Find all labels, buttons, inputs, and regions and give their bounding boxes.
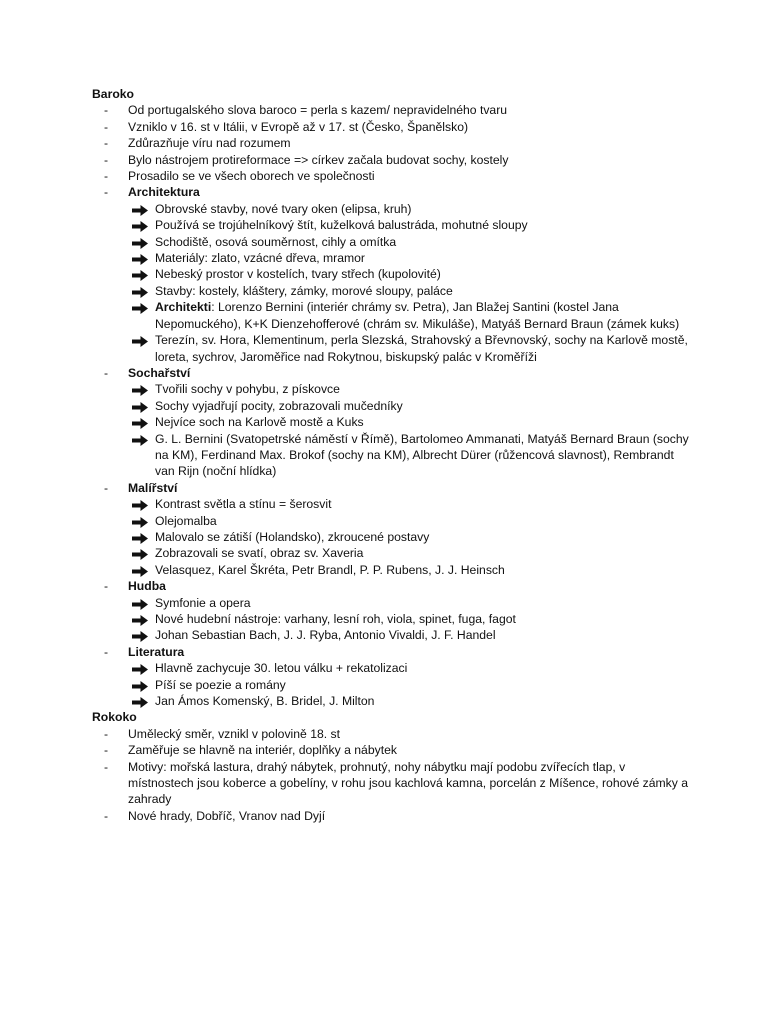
bullet-text: Materiály: zlato, vzácné dřeva, mramor — [155, 251, 365, 266]
arrow-list-item — [92, 234, 692, 250]
list-item — [92, 168, 692, 184]
arrow-right-icon — [132, 417, 148, 428]
item-text: Vzniklo v 16. st v Itálii, v Evropě až v 17. st (Česko, Španělsko) — [128, 119, 469, 134]
item-text: Bylo nástrojem protireformace => církev začala budovat sochy, kostely — [128, 152, 509, 167]
list-item — [92, 135, 692, 151]
arrow-right-icon — [132, 220, 148, 231]
list-item — [92, 119, 692, 135]
dash-marker: - — [104, 185, 109, 200]
arrow-list-item — [92, 283, 692, 299]
arrow-list — [92, 381, 692, 479]
arrow-right-icon — [132, 269, 148, 280]
item-text: Zaměřuje se hlavně na interiér, doplňky a nábytek — [128, 743, 397, 758]
arrow-right-icon — [132, 204, 148, 215]
arrow-right-icon — [132, 401, 148, 412]
bullet-text: Hlavně zachycuje 30. letou válku + rekatolizaci — [155, 661, 408, 676]
bullet-text: Stavby: kostely, kláštery, zámky, morové sloupy, paláce — [155, 283, 453, 298]
arrow-right-icon — [132, 614, 148, 625]
arrow-list-item — [92, 611, 692, 627]
dash-marker: - — [104, 119, 109, 134]
subsection-title: Hudba — [128, 579, 166, 594]
dash-marker: - — [104, 808, 109, 823]
document-content — [92, 86, 692, 824]
arrow-list-item — [92, 250, 692, 266]
item-text: Umělecký směr, vznikl v polovině 18. st — [128, 726, 341, 741]
subsection-title: Architektura — [128, 185, 200, 200]
dash-marker: - — [104, 103, 109, 118]
dash-marker: - — [104, 152, 109, 167]
arrow-list-item — [92, 398, 692, 414]
arrow-list-item — [92, 595, 692, 611]
list-item — [92, 726, 692, 742]
bullet-text: Nové hudební nástroje: varhany, lesní roh, viola, spinet, fuga, fagot — [155, 612, 516, 626]
dash-marker: - — [104, 365, 109, 380]
subsection-title: Malířství — [128, 480, 178, 495]
arrow-right-icon — [132, 680, 148, 691]
bullet-text: : Lorenzo Bernini (interiér chrámy sv. Petra), Jan Blažej Santini (kostel Jana Nepomuckého), K+K Dienzehofferové (chrám sv. Mikuláše), Matyáš Bernard Braun (zámek kuks) — [155, 300, 680, 331]
dash-marker: - — [104, 726, 109, 741]
dash-marker: - — [104, 579, 109, 594]
bullet-text: Sochy vyjadřují pocity, zobrazovali mučedníky — [155, 398, 403, 413]
arrow-list-item — [92, 381, 692, 397]
arrow-right-icon — [132, 499, 148, 510]
section-rokoko — [92, 709, 692, 824]
list-item — [92, 742, 692, 758]
bullet-text: Píší se poezie a romány — [155, 677, 286, 692]
bullet-text: Terezín, sv. Hora, Klementinum, perla Slezská, Strahovský a Břevnovský, sochy na Karlově mostě, loreta, sychrov, Jaroměřice nad Rokytnou, biskupský palác v Kroměříži — [155, 333, 688, 364]
subsection-title: Sochařství — [128, 365, 191, 380]
bullet-text: Velasquez, Karel Škréta, Petr Brandl, P. P. Rubens, J. J. Heinsch — [155, 562, 505, 577]
arrow-right-icon — [132, 237, 148, 248]
list-item — [92, 808, 692, 824]
arrow-list-item — [92, 545, 692, 561]
arrow-list-item — [92, 266, 692, 282]
item-text: Od portugalského slova baroco = perla s kazem/ nepravidelného tvaru — [128, 103, 508, 118]
bullet-text: Nebeský prostor v kostelích, tvary střech (kupolovité) — [155, 267, 441, 282]
subsection-title: Literatura — [128, 644, 185, 659]
bullet-text: Olejomalba — [155, 513, 217, 528]
arrow-list — [92, 595, 692, 644]
section-baroko — [92, 86, 692, 709]
arrow-list-item — [92, 513, 692, 529]
bullet-text: Johan Sebastian Bach, J. J. Ryba, Antonio Vivaldi, J. F. Handel — [155, 628, 496, 643]
arrow-list-item — [92, 431, 692, 480]
arrow-right-icon — [132, 384, 148, 395]
bullet-text: Používá se trojúhelníkový štít, kuželková balustráda, mohutné sloupy — [155, 218, 528, 233]
item-text: Prosadilo se ve všech oborech ve společnosti — [128, 169, 375, 184]
arrow-list-item — [92, 496, 692, 512]
arrow-list-item — [92, 299, 692, 332]
list-item — [92, 152, 692, 168]
arrow-list-item — [92, 677, 692, 693]
bullet-text: Malovalo se zátiší (Holandsko), zkroucené postavy — [155, 529, 430, 544]
arrow-list-item — [92, 217, 692, 233]
subsection — [92, 578, 692, 594]
arrow-list — [92, 660, 692, 709]
bullet-text: Symfonie a opera — [155, 595, 251, 610]
arrow-list-item — [92, 529, 692, 545]
arrow-list-item — [92, 627, 692, 643]
arrow-right-icon — [132, 663, 148, 674]
bullet-text: Obrovské stavby, nové tvary oken (elipsa, kruh) — [155, 201, 412, 216]
arrow-right-icon — [132, 630, 148, 641]
section-title: Baroko — [92, 87, 134, 101]
bullet-text: Nejvíce soch na Karlově mostě a Kuks — [155, 415, 364, 430]
bullet-text: Tvořili sochy v pohybu, z pískovce — [155, 382, 340, 397]
dash-marker: - — [104, 644, 109, 659]
arrow-list — [92, 201, 692, 365]
arrow-right-icon — [132, 253, 148, 264]
dash-marker: - — [104, 169, 109, 184]
arrow-right-icon — [132, 532, 148, 543]
arrow-list-item — [92, 332, 692, 365]
arrow-right-icon — [132, 565, 148, 576]
subsection — [92, 480, 692, 496]
bullet-text: G. L. Bernini (Svatopetrské náměstí v Římě), Bartolomeo Ammanati, Matyáš Bernard Braun (sochy na KM), Ferdinand Max. Brokof (sochy na KM), Albrecht Dürer (růžencová slavnost), Rembrandt van Rijn (noční hlídka) — [155, 431, 689, 479]
arrow-list-item — [92, 562, 692, 578]
subsection — [92, 644, 692, 660]
arrow-list-item — [92, 660, 692, 676]
arrow-right-icon — [132, 696, 148, 707]
item-text: Motivy: mořská lastura, drahý nábytek, prohnutý, nohy nábytku mají podobu zvířecích tlap, v místnostech jsou koberce a gobelíny, v rohu jsou kachlová kamna, porcelán z Míšence, rohové zámky a zahrady — [128, 759, 689, 807]
arrow-right-icon — [132, 516, 148, 527]
arrow-list-item — [92, 693, 692, 709]
subsection — [92, 184, 692, 200]
dash-marker: - — [104, 480, 109, 495]
list-item — [92, 102, 692, 118]
dash-marker: - — [104, 759, 109, 774]
bullet-text: Kontrast světla a stínu = šerosvit — [155, 497, 332, 512]
bullet-text: Jan Ámos Komenský, B. Bridel, J. Milton — [155, 694, 375, 709]
item-text: Zdůrazňuje víru nad rozumem — [128, 136, 291, 151]
section-title: Rokoko — [92, 710, 137, 725]
arrow-right-icon — [132, 598, 148, 609]
arrow-right-icon — [132, 434, 148, 445]
arrow-right-icon — [132, 548, 148, 559]
arrow-right-icon — [132, 286, 148, 297]
bullet-text: Schodiště, osová souměrnost, cihly a omítka — [155, 234, 397, 249]
dash-marker: - — [104, 743, 109, 758]
bullet-text: Zobrazovali se svatí, obraz sv. Xaveria — [155, 546, 364, 561]
arrow-list-item — [92, 201, 692, 217]
arrow-list-item — [92, 414, 692, 430]
list-item — [92, 759, 692, 808]
arrow-right-icon — [132, 335, 148, 346]
bold-lead-text: Architekti — [155, 300, 212, 315]
dash-marker: - — [104, 136, 109, 151]
arrow-right-icon — [132, 302, 148, 313]
subsection — [92, 365, 692, 381]
arrow-list — [92, 496, 692, 578]
item-text: Nové hrady, Dobříč, Vranov nad Dyjí — [128, 808, 326, 823]
